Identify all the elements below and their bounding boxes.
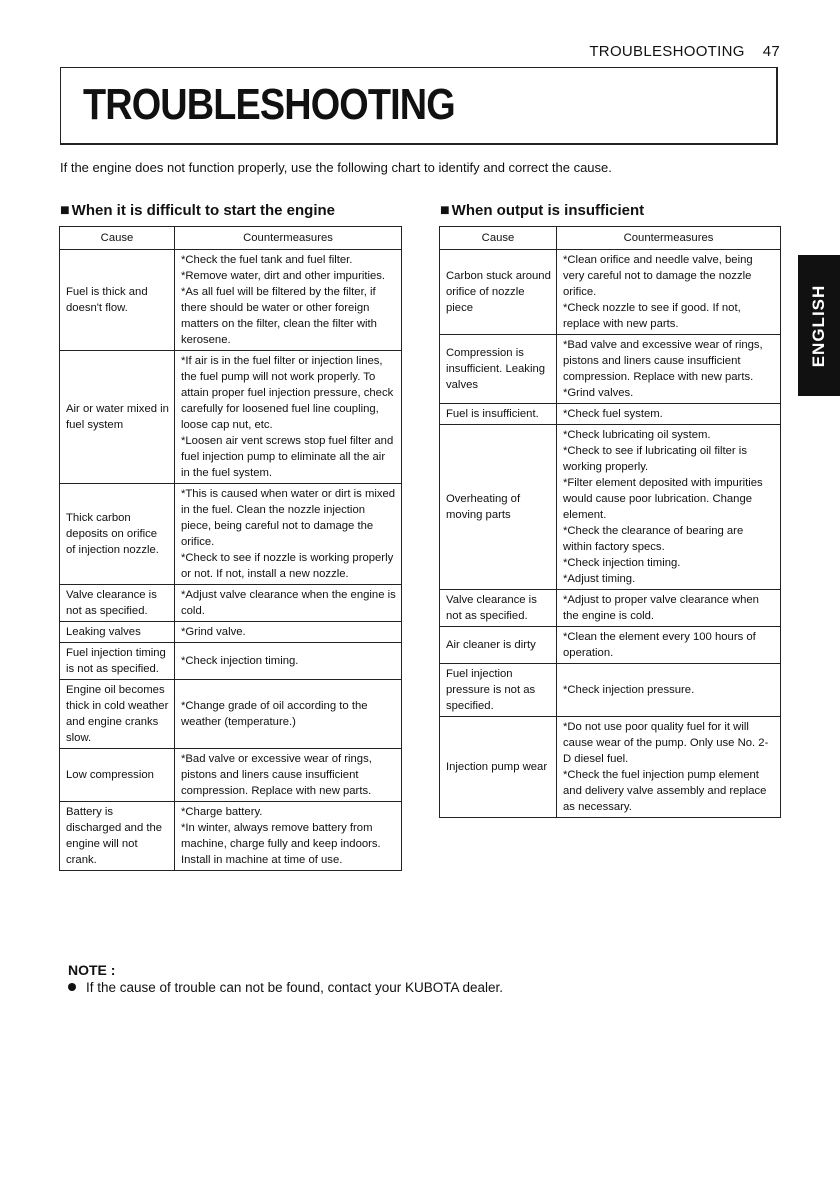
cause-cell: Fuel injection pressure is not as specified. <box>440 664 557 717</box>
countermeasure-cell: *If air is in the fuel filter or injection lines, the fuel pump will not work properly. To attain proper fuel injection pressure, check carefully for loosened fuel line coupling, loose cap nut, etc. *Loosen air vent screws stop fuel filter and fuel injection pump to eliminate all the air in the fuel system. <box>175 351 402 484</box>
cause-cell: Compression is insufficient. Leaking valves <box>440 335 557 404</box>
language-tab <box>798 255 840 396</box>
countermeasure-cell: *This is caused when water or dirt is mixed in the fuel. Clean the nozzle injection piece, being careful not to damage the orifice. *Check to see if nozzle is working properly or not. If not, install a new nozzle. <box>175 484 402 585</box>
countermeasure-cell: *Check injection pressure. <box>557 664 781 717</box>
table-row <box>60 250 402 351</box>
cause-column-header: Cause <box>60 227 175 250</box>
countermeasure-cell: *Adjust to proper valve clearance when the engine is cold. <box>557 590 781 627</box>
cause-cell: Fuel is insufficient. <box>440 404 557 425</box>
countermeasure-cell: *Charge battery. *In winter, always remove battery from machine, charge fully and keep indoors. Install in machine at time of use. <box>175 802 402 871</box>
table-row <box>440 404 781 425</box>
countermeasure-cell: *Clean the element every 100 hours of operation. <box>557 627 781 664</box>
cause-column-header: Cause <box>440 227 557 250</box>
table-row <box>440 425 781 590</box>
table-row <box>440 590 781 627</box>
note-text: If the cause of trouble can not be found, contact your KUBOTA dealer. <box>86 980 504 995</box>
countermeasure-cell: *Check the fuel tank and fuel filter. *Remove water, dirt and other impurities. *As all fuel will be filtered by the filter, if there should be water or other foreign matters on the filter, clean the filter with kerosene. <box>175 250 402 351</box>
countermeasure-cell: *Check lubricating oil system. *Check to see if lubricating oil filter is working properly. *Filter element deposited with impurities would cause poor lubrication. Change element. *Check the clearance of bearing are within factory specs. *Check injection timing. *Adjust timing. <box>557 425 781 590</box>
table-row <box>60 484 402 585</box>
note-item <box>68 980 503 995</box>
square-bullet-icon: ■ <box>440 202 450 219</box>
table-header-row <box>60 227 402 250</box>
countermeasure-cell: *Do not use poor quality fuel for it will cause wear of the pump. Only use No. 2-D diesel fuel. *Check the fuel injection pump element and delivery valve assembly and replace as necessary. <box>557 717 781 818</box>
table-row <box>440 717 781 818</box>
cause-cell: Battery is discharged and the engine will not crank. <box>60 802 175 871</box>
cause-cell: Valve clearance is not as specified. <box>60 585 175 622</box>
insufficient-output-table <box>439 226 781 818</box>
countermeasures-column-header: Countermeasures <box>175 227 402 250</box>
header-section-title: TROUBLESHOOTING <box>589 43 745 60</box>
cause-cell: Fuel injection timing is not as specified. <box>60 643 175 680</box>
countermeasure-cell: *Clean orifice and needle valve, being very careful not to damage the nozzle orifice. *Check nozzle to see if good. If not, replace with new parts. <box>557 250 781 335</box>
cause-cell: Air or water mixed in fuel system <box>60 351 175 484</box>
running-header <box>589 43 780 60</box>
intro-text: If the engine does not function properly, use the following chart to identify and correct the cause. <box>60 160 612 175</box>
cause-cell: Engine oil becomes thick in cold weather and engine cranks slow. <box>60 680 175 749</box>
note-title: NOTE : <box>68 962 116 978</box>
countermeasure-cell: *Bad valve or excessive wear of rings, pistons and liners cause insufficient compression. Replace with new parts. <box>175 749 402 802</box>
table-row <box>60 585 402 622</box>
table-row <box>60 749 402 802</box>
countermeasure-cell: *Check injection timing. <box>175 643 402 680</box>
countermeasure-cell: *Adjust valve clearance when the engine is cold. <box>175 585 402 622</box>
table-row <box>60 351 402 484</box>
left-section-heading <box>60 202 335 220</box>
cause-cell: Thick carbon deposits on orifice of injection nozzle. <box>60 484 175 585</box>
table-row <box>440 664 781 717</box>
cause-cell: Fuel is thick and doesn't flow. <box>60 250 175 351</box>
page-number: 47 <box>762 43 780 60</box>
table-row <box>60 802 402 871</box>
square-bullet-icon: ■ <box>60 202 70 219</box>
countermeasure-cell: *Grind valve. <box>175 622 402 643</box>
table-row <box>440 250 781 335</box>
table-row <box>440 627 781 664</box>
cause-cell: Carbon stuck around orifice of nozzle piece <box>440 250 557 335</box>
left-heading-text: When it is difficult to start the engine <box>71 202 336 219</box>
table-header-row <box>440 227 781 250</box>
language-tab-label: ENGLISH <box>809 284 828 367</box>
page-title: TROUBLESHOOTING <box>83 80 455 129</box>
right-section-heading <box>440 202 644 220</box>
countermeasure-cell: *Check fuel system. <box>557 404 781 425</box>
difficult-start-table <box>59 226 402 871</box>
cause-cell: Leaking valves <box>60 622 175 643</box>
title-box <box>60 67 778 145</box>
countermeasure-cell: *Change grade of oil according to the weather (temperature.) <box>175 680 402 749</box>
table-row <box>60 643 402 680</box>
bullet-dot-icon <box>68 983 76 991</box>
table-row <box>60 622 402 643</box>
countermeasure-cell: *Bad valve and excessive wear of rings, pistons and liners cause insufficient compression. Replace with new parts. *Grind valves. <box>557 335 781 404</box>
countermeasures-column-header: Countermeasures <box>557 227 781 250</box>
cause-cell: Overheating of moving parts <box>440 425 557 590</box>
cause-cell: Low compression <box>60 749 175 802</box>
table-row <box>440 335 781 404</box>
right-heading-text: When output is insufficient <box>451 202 645 219</box>
table-row <box>60 680 402 749</box>
cause-cell: Injection pump wear <box>440 717 557 818</box>
cause-cell: Air cleaner is dirty <box>440 627 557 664</box>
cause-cell: Valve clearance is not as specified. <box>440 590 557 627</box>
